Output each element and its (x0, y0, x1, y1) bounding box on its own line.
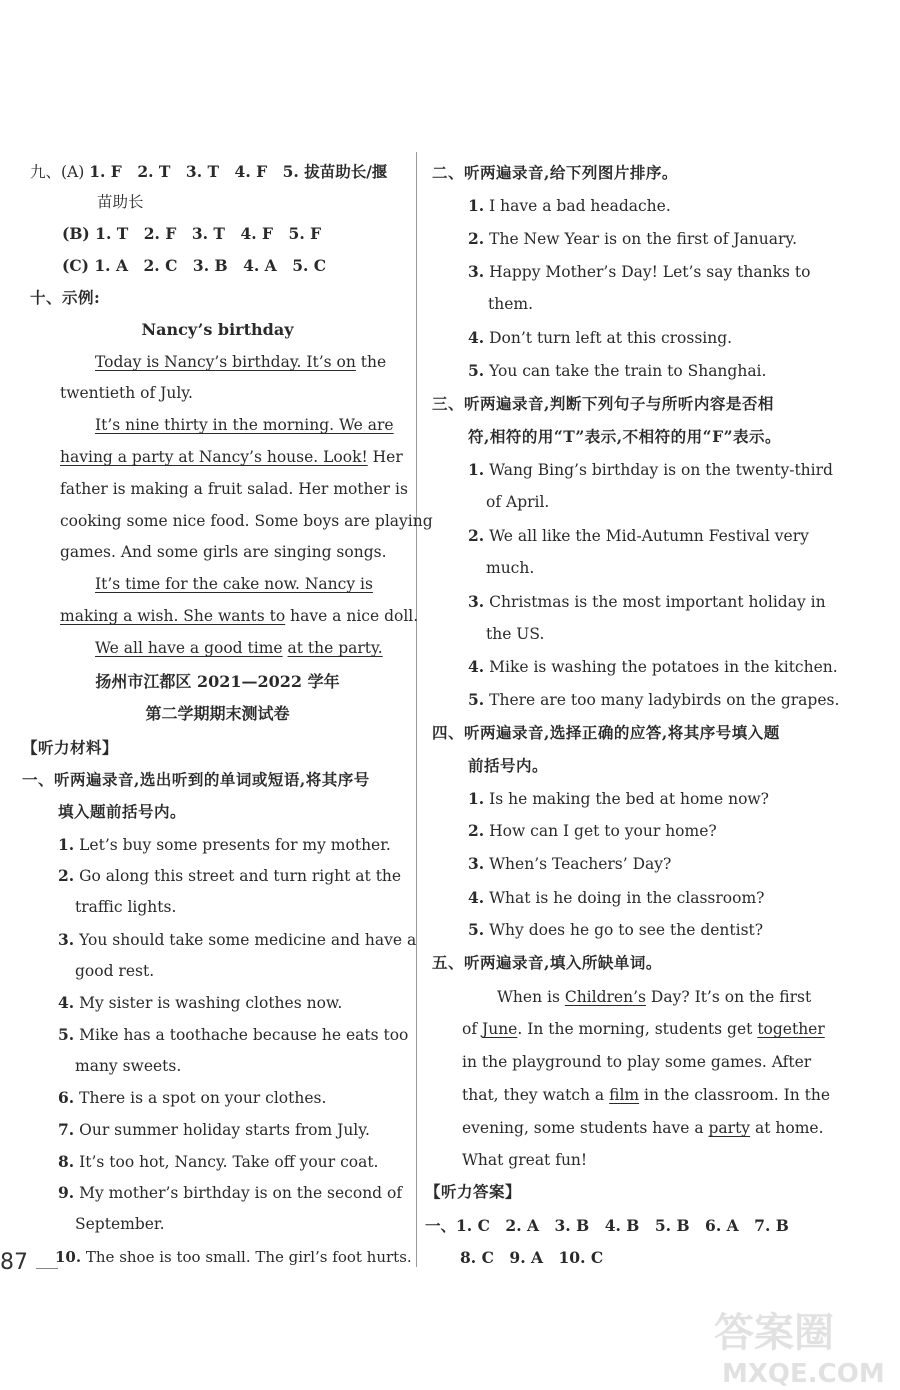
list-item: 5. You can take the train to Shanghai. (468, 361, 767, 380)
cloze-line: When is Children’s Day? It’s on the first (497, 988, 812, 1006)
list-item: 5. Mike has a toothache because he eats too (58, 1025, 409, 1044)
section1-heading: 一、听两遍录音,选出听到的单词或短语,将其序号 (22, 770, 370, 789)
list-item: 4. My sister is washing clothes now. (58, 993, 343, 1012)
essay-line: father is making a fruit salad. Her mother is (60, 480, 408, 498)
list-item: 1. Let’s buy some presents for my mother. (58, 835, 391, 854)
list-item: 2. The New Year is on the first of January. (468, 229, 798, 248)
list-item-cont: many sweets. (75, 1057, 182, 1075)
q9-line-b: (B) 1. T 2. F 3. T 4. F 5. F (62, 224, 322, 243)
list-item: 3. You should take some medicine and have a (58, 930, 417, 949)
list-item: 9. My mother’s birthday is on the second of (58, 1183, 403, 1202)
list-item: 3. Christmas is the most important holiday in (468, 592, 826, 611)
list-item: 7. Our summer holiday starts from July. (58, 1120, 370, 1139)
essay-line: Today is Nancy’s birthday. It’s on the (95, 353, 387, 371)
list-item: 10. The shoe is too small. The girl’s foot hurts. (55, 1248, 412, 1266)
watermark-logo (708, 1300, 898, 1388)
list-item-cont: traffic lights. (75, 898, 177, 916)
list-item: 2. We all like the Mid-Autumn Festival very (468, 526, 809, 545)
cloze-line: What great fun! (462, 1151, 588, 1169)
essay-line: cooking some nice food. Some boys are playing (60, 512, 433, 530)
list-item-cont: of April. (486, 493, 550, 511)
list-item: 1. I have a bad headache. (468, 196, 671, 215)
essay-line: twentieth of July. (60, 384, 193, 402)
watermark-domain: MXQE.COM (722, 1359, 885, 1388)
list-item: 5. Why does he go to see the dentist? (468, 920, 764, 939)
essay-title: Nancy’s birthday (141, 320, 294, 339)
essay-line: It’s time for the cake now. Nancy is (95, 575, 373, 593)
essay-line: having a party at Nancy’s house. Look! Her (60, 448, 403, 466)
q9-line1: 九、(A) 1. F 2. T 3. T 4. F 5. 拔苗助长/揠 (30, 162, 388, 181)
list-item: 4. What is he doing in the classroom? (468, 888, 765, 907)
listening-material-heading: 【听力材料】 (22, 738, 119, 757)
cloze-line: in the playground to play some games. After (462, 1053, 812, 1071)
page-number: 87 (0, 1250, 28, 1275)
column-divider (416, 152, 417, 1267)
section2-heading: 二、听两遍录音,给下列图片排序。 (432, 163, 678, 182)
section4-heading-cont: 前括号内。 (468, 756, 549, 775)
q9-line-c: (C) 1. A 2. C 3. B 4. A 5. C (62, 256, 327, 275)
watermark-title: 答案圈 (714, 1310, 834, 1356)
listening-answers-heading: 【听力答案】 (425, 1182, 522, 1201)
answers-line: 8. C 9. A 10. C (460, 1248, 604, 1267)
list-item: 4. Don’t turn left at this crossing. (468, 328, 733, 347)
essay-line: It’s nine thirty in the morning. We are (95, 416, 394, 434)
cloze-line: of June. In the morning, students get together (462, 1020, 825, 1038)
essay-line: games. And some girls are singing songs. (60, 543, 387, 561)
section3-heading: 三、听两遍录音,判断下列句子与所听内容是否相 (432, 394, 774, 413)
cloze-line: that, they watch a film in the classroom. In the (462, 1086, 831, 1104)
exam-title-line2: 第二学期期末测试卷 (145, 704, 290, 723)
essay-line: We all have a good time at the party. (95, 639, 383, 657)
section1-heading-cont: 填入题前括号内。 (58, 802, 187, 821)
list-item-cont: September. (75, 1215, 165, 1233)
answers-line: 一、1. C 2. A 3. B 4. B 5. B 6. A 7. B (425, 1216, 789, 1235)
cloze-line: evening, some students have a party at home. (462, 1119, 824, 1137)
section5-heading: 五、听两遍录音,填入所缺单词。 (432, 953, 662, 972)
list-item: 1. Is he making the bed at home now? (468, 789, 769, 808)
list-item-cont: the US. (486, 625, 545, 643)
section4-heading: 四、听两遍录音,选择正确的应答,将其序号填入题 (432, 723, 780, 742)
list-item: 8. It’s too hot, Nancy. Take off your coat. (58, 1152, 379, 1171)
list-item-cont: much. (486, 559, 535, 577)
list-item: 4. Mike is washing the potatoes in the kitchen. (468, 657, 838, 676)
q10-label: 十、示例: (30, 288, 101, 307)
list-item-cont: them. (488, 295, 534, 313)
list-item: 3. Happy Mother’s Day! Let’s say thanks to (468, 262, 811, 281)
exam-title-line1: 扬州市江都区 2021—2022 学年 (95, 672, 340, 691)
q9-line2: 苗助长 (97, 193, 144, 211)
list-item-cont: good rest. (75, 962, 155, 980)
section3-heading-cont: 符,相符的用“T”表示,不相符的用“F”表示。 (468, 427, 781, 446)
list-item: 1. Wang Bing’s birthday is on the twenty-third (468, 460, 833, 479)
footer-rule (36, 1268, 58, 1269)
list-item: 5. There are too many ladybirds on the grapes. (468, 690, 840, 709)
list-item: 2. How can I get to your home? (468, 821, 717, 840)
list-item: 2. Go along this street and turn right at the (58, 866, 402, 885)
list-item: 6. There is a spot on your clothes. (58, 1088, 327, 1107)
essay-line: making a wish. She wants to have a nice doll. (60, 607, 419, 625)
list-item: 3. When’s Teachers’ Day? (468, 854, 672, 873)
